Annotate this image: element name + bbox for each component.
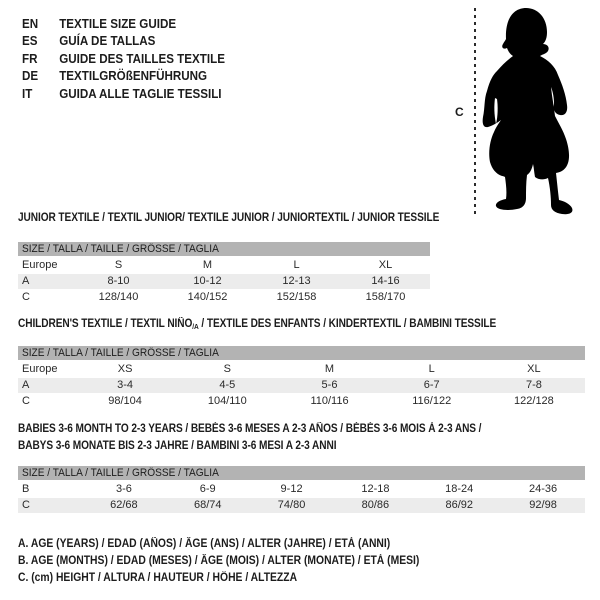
- language-list: [22, 15, 240, 103]
- size-cell: XS: [117, 363, 133, 375]
- size-cell: S: [114, 259, 123, 271]
- size-header-text: SIZE / TALLA / TAILLE / GRÖSSE / TAGLIA: [22, 243, 219, 255]
- size-cell: 68/74: [193, 499, 222, 511]
- row-label: Europe: [22, 363, 58, 375]
- table-row: [18, 362, 585, 377]
- size-cell: 18-24: [445, 483, 474, 495]
- section-title-babies: [18, 421, 481, 455]
- title-segment: CHILDREN'S TEXTILE / TEXTIL NIÑO: [18, 318, 193, 330]
- size-cell: 7-8: [525, 379, 542, 391]
- language-code: FR: [22, 51, 38, 66]
- babies-size-table: [18, 466, 585, 514]
- height-measure-label: C: [455, 105, 464, 119]
- size-cell: 122/128: [514, 395, 554, 407]
- size-cell: 62/68: [110, 499, 138, 511]
- size-cell: 14-16: [371, 275, 400, 287]
- size-cell: 98/104: [108, 395, 142, 407]
- size-cell: 74/80: [277, 499, 306, 511]
- size-cell: 24-36: [528, 483, 558, 495]
- size-cell: 140/152: [187, 291, 228, 303]
- size-cell: 128/140: [98, 291, 139, 303]
- row-label: C: [22, 395, 30, 407]
- language-code: ES: [22, 34, 38, 49]
- children-size-table: [18, 346, 585, 410]
- size-cell: 80/86: [361, 499, 390, 511]
- title-segment: /A: [192, 322, 199, 331]
- size-cell: 158/170: [365, 291, 406, 303]
- language-row: [22, 33, 225, 51]
- size-cell: 3-4: [117, 379, 134, 391]
- table-row: [18, 274, 430, 289]
- size-cell: 6-9: [199, 483, 216, 495]
- table-row: [18, 482, 585, 497]
- table-row: [18, 394, 585, 409]
- size-cell: XL: [378, 259, 393, 271]
- size-cell: 110/116: [310, 395, 349, 407]
- table-body: [18, 482, 585, 513]
- size-cell: M: [324, 363, 335, 375]
- language-code: IT: [22, 86, 33, 101]
- title-segment: JUNIOR TEXTILE / TEXTIL JUNIOR/ TEXTILE JUNIOR / JUNIORTEXTIL / JUNIOR TESSILE: [18, 212, 440, 224]
- size-cell: 104/110: [207, 395, 247, 407]
- size-cell: 4-5: [219, 379, 236, 391]
- size-cell: 86/92: [445, 499, 473, 511]
- language-label: GUIDA ALLE TAGLIE TESSILI: [59, 86, 222, 101]
- size-header-text: SIZE / TALLA / TAILLE / GRÖSSE / TAGLIA: [22, 467, 219, 479]
- table-row: [18, 258, 430, 273]
- size-cell: 116/122: [412, 395, 452, 407]
- title-segment: BABIES 3-6 MONTH TO 2-3 YEARS / BEBÉS 3-6 MESES A 2-3 AÑOS / BÉBÉS 3-6 MOIS À 2-3 ANS /: [18, 423, 482, 435]
- row-label: A: [22, 379, 30, 391]
- language-label: GUIDE DES TAILLES TEXTILE: [59, 51, 225, 66]
- table-row: [18, 498, 585, 513]
- size-cell: 12-18: [361, 483, 390, 495]
- baby-silhouette-icon: [482, 6, 598, 216]
- language-row: [22, 85, 225, 103]
- size-cell: L: [428, 363, 435, 375]
- size-cell: 8-10: [107, 275, 130, 287]
- row-label: C: [22, 291, 30, 303]
- size-cell: 6-7: [423, 379, 440, 391]
- section-title-children: [18, 318, 496, 331]
- table-row: [18, 378, 585, 393]
- language-row: [22, 68, 225, 86]
- legend-line: C. (cm) HEIGHT / ALTURA / HAUTEUR / HÖHE / ALTEZZA: [18, 572, 298, 584]
- row-label: A: [22, 275, 30, 287]
- table-size-header: [18, 466, 585, 480]
- size-cell: 5-6: [321, 379, 338, 391]
- size-cell: 9-12: [280, 483, 303, 495]
- size-cell: 12-13: [282, 275, 311, 287]
- table-size-header: [18, 242, 430, 256]
- legend-line: B. AGE (MONTHS) / EDAD (MESES) / ÂGE (MOIS) / ALTER (MONATE) / ETÀ (MESI): [18, 555, 420, 567]
- size-cell: 3-6: [115, 483, 132, 495]
- height-measure-dashed-line: [474, 8, 476, 214]
- row-label: C: [22, 499, 30, 511]
- table-body: [18, 362, 585, 409]
- legend: [18, 536, 464, 587]
- size-cell: 152/158: [276, 291, 317, 303]
- size-header-text: SIZE / TALLA / TAILLE / GRÖSSE / TAGLIA: [22, 347, 219, 359]
- junior-size-table: [18, 242, 430, 306]
- title-segment: / TEXTILE DES ENFANTS / KINDERTEXTIL / BAMBINI TESSILE: [198, 318, 497, 330]
- language-code: EN: [22, 16, 39, 31]
- legend-line: A. AGE (YEARS) / EDAD (AÑOS) / ÂGE (ANS) / ALTER (JAHRE) / ETÀ (ANNI): [18, 538, 391, 550]
- row-label: Europe: [22, 259, 58, 271]
- table-size-header: [18, 346, 585, 360]
- title-segment: BABYS 3-6 MONATE BIS 2-3 JAHRE / BAMBINI 3-6 MESI A 2-3 ANNI: [18, 440, 337, 452]
- language-code: DE: [22, 69, 39, 84]
- size-cell: 10-12: [193, 275, 222, 287]
- size-cell: S: [223, 363, 231, 375]
- size-cell: XL: [527, 363, 541, 375]
- row-label: B: [22, 483, 30, 495]
- size-cell: 92/98: [529, 499, 557, 511]
- language-label: TEXTILE SIZE GUIDE: [59, 16, 177, 31]
- language-label: TEXTILGRÖßENFÜHRUNG: [59, 69, 208, 84]
- language-row: [22, 50, 225, 68]
- table-row: [18, 290, 430, 305]
- section-title-junior: [18, 212, 439, 224]
- size-cell: L: [293, 259, 300, 271]
- language-row: [22, 15, 225, 33]
- size-cell: M: [202, 259, 213, 271]
- table-body: [18, 258, 430, 305]
- language-label: GUÍA DE TALLAS: [59, 34, 156, 49]
